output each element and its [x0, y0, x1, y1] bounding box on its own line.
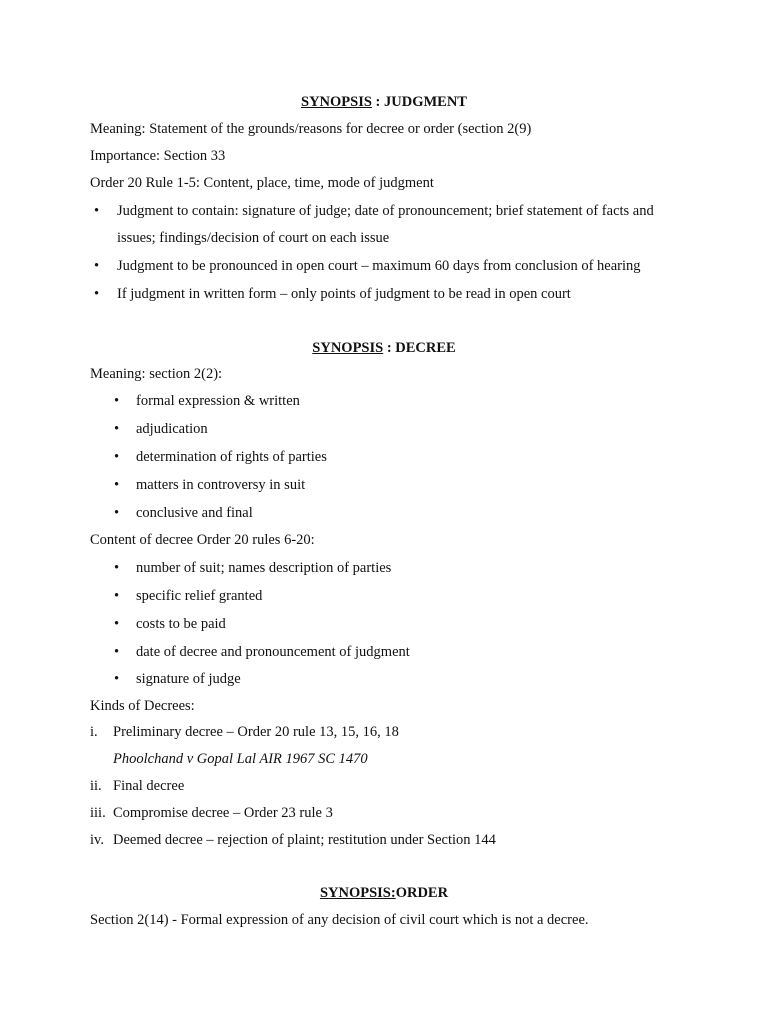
list-item: specific relief granted: [136, 588, 263, 604]
bullet-dot: •: [114, 588, 120, 604]
bullet-dot: •: [114, 616, 120, 632]
bullet-dot: •: [114, 393, 120, 409]
bullet-dot: •: [114, 644, 120, 660]
list-item: matters in controversy in suit: [136, 477, 306, 493]
heading-order-prefix: SYNOPSIS:: [319, 885, 396, 901]
list-item: formal expression & written: [136, 393, 300, 409]
heading-order-suffix: ORDER: [395, 885, 449, 901]
heading-judgment-suffix: : JUDGMENT: [371, 94, 467, 110]
kind-number: iv.: [90, 832, 104, 848]
order-definition: Section 2(14) - Formal expression of any decision of civil court which is not a decree.: [90, 912, 589, 928]
list-item: date of decree and pronouncement of judgment: [136, 644, 410, 660]
kind-text: Deemed decree – rejection of plaint; restitution under Section 144: [113, 832, 496, 848]
kind-text: Final decree: [113, 778, 185, 794]
list-item: adjudication: [136, 421, 208, 437]
list-item: signature of judge: [136, 671, 241, 687]
judgment-order-rule: Order 20 Rule 1-5: Content, place, time, mode of judgment: [90, 175, 434, 191]
judgment-importance: Importance: Section 33: [90, 148, 226, 164]
bullet-dot: •: [94, 258, 100, 274]
list-item: conclusive and final: [136, 505, 253, 521]
kind-number: ii.: [90, 778, 102, 794]
decree-kinds-intro: Kinds of Decrees:: [90, 698, 195, 714]
bullet-dot: •: [114, 477, 120, 493]
list-item-continuation: issues; findings/decision of court on each issue: [117, 230, 390, 246]
bullet-dot: •: [94, 286, 100, 302]
kind-text: Preliminary decree – Order 20 rule 13, 15, 16, 18: [113, 724, 399, 740]
kind-number: iii.: [90, 805, 106, 821]
list-item: determination of rights of parties: [136, 449, 327, 465]
heading-decree-prefix: SYNOPSIS: [312, 340, 384, 356]
judgment-meaning: Meaning: Statement of the grounds/reasons for decree or order (section 2(9): [90, 121, 532, 137]
list-item: number of suit; names description of parties: [136, 560, 392, 576]
bullet-dot: •: [114, 671, 120, 687]
bullet-dot: •: [114, 560, 120, 576]
heading-judgment: [0, 93, 768, 111]
heading-decree: [0, 339, 768, 357]
case-citation: Phoolchand v Gopal Lal AIR 1967 SC 1470: [113, 751, 368, 767]
heading-decree-suffix: : DECREE: [383, 340, 456, 356]
kind-number: i.: [90, 724, 98, 740]
list-item: costs to be paid: [136, 616, 226, 632]
list-item: Judgment to contain: signature of judge; date of pronouncement; brief statement of facts and: [117, 203, 654, 219]
decree-meaning: Meaning: section 2(2):: [90, 366, 223, 382]
heading-order: [0, 884, 768, 902]
bullet-dot: •: [94, 203, 100, 219]
bullet-dot: •: [114, 449, 120, 465]
heading-judgment-prefix: SYNOPSIS: [301, 94, 372, 110]
list-item: Judgment to be pronounced in open court – maximum 60 days from conclusion of hearing: [117, 258, 641, 274]
list-item: If judgment in written form – only points of judgment to be read in open court: [117, 286, 571, 302]
kind-text: Compromise decree – Order 23 rule 3: [113, 805, 333, 821]
bullet-dot: •: [114, 505, 120, 521]
decree-content-intro: Content of decree Order 20 rules 6-20:: [90, 532, 315, 548]
bullet-dot: •: [114, 421, 120, 437]
